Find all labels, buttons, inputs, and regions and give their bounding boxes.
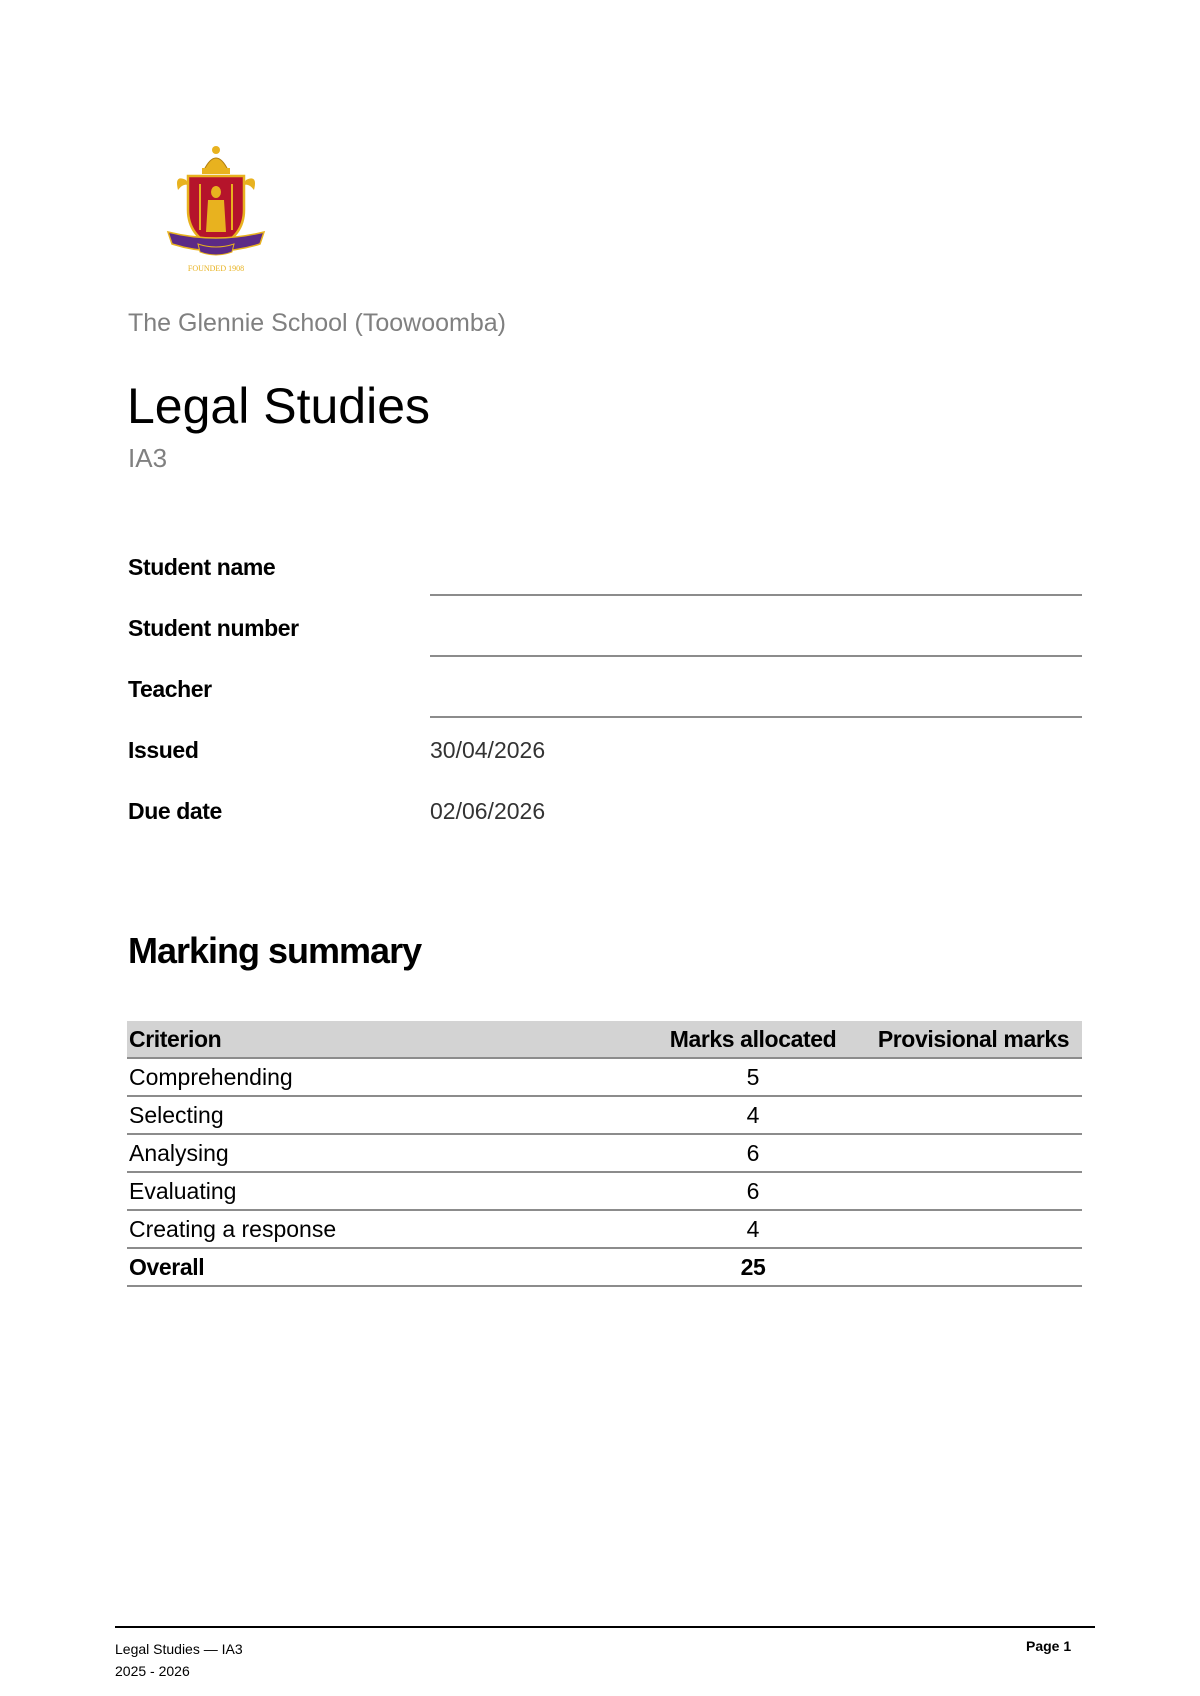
marking-summary-table	[127, 1021, 1082, 1287]
assessment-code: IA3	[128, 443, 168, 473]
marks-cell: 6	[641, 1134, 865, 1172]
marking-summary-heading: Marking summary	[128, 930, 422, 971]
info-label: Student number	[128, 615, 299, 641]
info-label: Issued	[128, 737, 199, 763]
column-header-marks-allocated: Marks allocated	[641, 1021, 865, 1058]
info-row-due-date	[128, 798, 1082, 838]
info-label: Teacher	[128, 676, 212, 702]
footer-divider	[115, 1626, 1095, 1628]
provisional-cell[interactable]	[865, 1058, 1082, 1096]
student-number-line	[430, 655, 1082, 657]
school-name: The Glennie School (Toowoomba)	[128, 309, 506, 337]
marks-cell: 6	[641, 1172, 865, 1210]
criterion-cell: Comprehending	[127, 1058, 641, 1096]
info-label: Student name	[128, 554, 276, 580]
overall-provisional[interactable]	[865, 1248, 1082, 1286]
info-row-teacher	[128, 676, 1082, 716]
provisional-cell[interactable]	[865, 1134, 1082, 1172]
provisional-cell[interactable]	[865, 1172, 1082, 1210]
page-number: Page 1	[1026, 1638, 1072, 1654]
table-row	[127, 1058, 1082, 1096]
table-row	[127, 1210, 1082, 1248]
footer-info	[115, 1638, 243, 1682]
table-row	[127, 1172, 1082, 1210]
footer-year: 2025 - 2026	[115, 1663, 190, 1679]
table-header-row	[127, 1021, 1082, 1058]
criterion-cell: Creating a response	[127, 1210, 641, 1248]
column-header-criterion: Criterion	[127, 1021, 641, 1058]
info-row-issued	[128, 737, 1082, 777]
teacher-line	[430, 716, 1082, 718]
footer-course: Legal Studies — IA3	[115, 1641, 243, 1657]
overall-label: Overall	[127, 1248, 641, 1286]
provisional-cell[interactable]	[865, 1096, 1082, 1134]
student-name-line	[430, 594, 1082, 596]
provisional-cell[interactable]	[865, 1210, 1082, 1248]
marks-cell: 4	[641, 1096, 865, 1134]
column-header-provisional-marks: Provisional marks	[865, 1021, 1082, 1058]
info-row-student-name	[128, 554, 1082, 594]
document-title: Legal Studies	[127, 378, 431, 434]
due-date: 02/06/2026	[430, 798, 546, 824]
marks-cell: 4	[641, 1210, 865, 1248]
issued-date: 30/04/2026	[430, 737, 546, 763]
overall-marks: 25	[641, 1248, 865, 1286]
school-crest-logo	[164, 140, 268, 274]
info-row-student-number	[128, 615, 1082, 655]
criterion-cell: Selecting	[127, 1096, 641, 1134]
svg-text:FOUNDED 1908: FOUNDED 1908	[187, 264, 245, 273]
info-label: Due date	[128, 798, 222, 824]
criterion-cell: Evaluating	[127, 1172, 641, 1210]
criterion-cell: Analysing	[127, 1134, 641, 1172]
table-row	[127, 1096, 1082, 1134]
table-row	[127, 1134, 1082, 1172]
table-row-overall	[127, 1248, 1082, 1286]
marks-cell: 5	[641, 1058, 865, 1096]
